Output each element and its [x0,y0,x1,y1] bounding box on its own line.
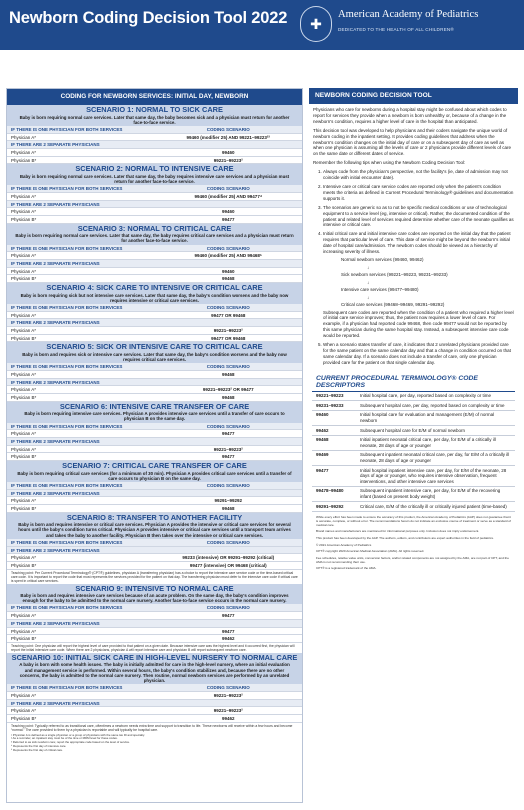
row-label: IF THERE ARE 2 SEPARATE PHYSICIANS [11,201,100,207]
sub-header-one [7,363,302,371]
sub-header-one [7,245,302,253]
table-row [7,497,302,505]
table-row [7,430,302,438]
cpt-code: 99221–99223 [316,393,344,399]
sub-header-two [7,260,302,268]
row-label: Physician A* [11,708,37,714]
care-level: Critical care services (99468–99469, 99291–99292) [341,301,445,307]
table-row [7,562,302,570]
cpt-code: 99291–99292 [316,503,344,509]
footnote-item: ² As a reminder, an inpatient stay must be of the time or MDM level for these codes. [11,736,118,741]
scenario-description: Baby is born requiring critical care services (for a minimum of 30 min). Physician A provides critical care services until a transfer of care occurs to physician B on the same day. [17,470,292,481]
cpt-list [309,392,518,512]
cpt-row [312,451,515,466]
tip-text: Initial critical care and initial intensive care codes are reported on the initial day that the patient requires that particular level of care. This date of service might be beyond the newborn's initial date of hospital care/admission. The newborn codes should be viewed as a hierarchy of increasing severity of illness. [323,231,511,255]
scenario-description: Baby is born and requires intensive or critical care services. Physician A provides the intensive or critical care services for several hours until the baby's condition turns critical. Physician A provides intensive or critical care services until a transport team arrives and takes the baby to another facility. Physician B then takes over the intensive or critical care services. [18,522,291,538]
table-row [7,692,302,700]
row-label: Physician B* [11,395,37,401]
tip-item: 2. Intensive care or critical care service codes are reported only when the patient's condition meets the criteria as defined in Current Procedural Terminology® guidelines and documentation supports it. [323,184,514,202]
row-label: Physician A* [11,209,37,215]
row-code: 99221–99223² [213,328,243,333]
row-code: 99233 (intensive) OR 99291–99292 (critical) [182,555,275,561]
tip-item [323,231,514,339]
row-code: 99221–99223² [213,446,243,452]
row-code [155,141,303,148]
info-text [309,104,518,366]
row-label: Physician A* [11,431,37,437]
row-code: CODING SCENARIO [206,364,250,370]
sub-header-one [7,539,302,547]
row-label: Physician A* [11,613,37,619]
row-code: 99468 [221,395,235,401]
sub-header-two [7,141,302,149]
table-row [7,628,302,636]
row-code [155,438,303,445]
row-code: 99221–99223² OR 99477 [202,387,254,393]
row-label: IF THERE IS ONE PHYSICIAN FOR BOTH SERVICES [11,304,123,310]
cpt-row [312,487,515,502]
row-label: Physician A* [11,134,37,140]
footnote-item: ⁵ Represents the first day of critical care. [11,747,63,752]
row-label: IF THERE IS ONE PHYSICIAN FOR BOTH SERVICES [11,482,123,488]
scenario-block [7,283,302,304]
row-code: 99221–99223² [213,708,243,714]
scenario-description: Baby is born requiring sick but not intensive care services. Later that same day, the baby's condition worsens and the baby now requires intensive or critical care services. [20,292,289,303]
row-code [155,700,303,707]
intro-paragraph: This decision tool was developed to help physicians and their coders navigate the unique world of newborn coding in the inpatient setting. It provides coding guidelines that address when the newborn's condition changes on the initial day of care or on a subsequent day of care as well as when one physician is assuming all the levels of care or 2 physicians provide different levels of care on the same date or different dates of service. [313,127,512,157]
table-row [7,216,302,224]
row-label: IF THERE IS ONE PHYSICIAN FOR BOTH SERVICES [11,423,123,429]
row-label: Physician A* [11,253,37,259]
row-code: 99477 [221,628,235,634]
table-row [7,134,302,142]
scenario-block [7,584,302,605]
row-label: Physician A* [11,628,37,634]
table-row [7,453,302,461]
row-code: 99477 [221,431,235,437]
scenario-block [7,105,302,126]
disclaimer-paragraph: While every effort has been made to ensure the accuracy of this product, the American Academy of Pediatrics (AAP) does not guarantee that it is accurate, complete, or without error. The recommendations herein do not indicate an exclusive course of treatment or serve as a standard of medical care. [316,514,511,527]
scenario-list [7,105,302,733]
cpt-row [312,392,515,402]
row-label: IF THERE ARE 2 SEPARATE PHYSICIANS [11,547,100,553]
cpt-row [312,436,515,451]
cpt-code: 99231–99233 [316,402,344,408]
row-code [155,547,303,554]
row-code: 99221–99223² [213,157,243,163]
scenario-title: SCENARIO 5: SICK OR INTENSIVE CARE TO CRITICAL CARE [46,342,263,352]
row-label: Physician B* [11,562,37,568]
scenario-title: SCENARIO 3: NORMAL TO CRITICAL CARE [77,223,232,233]
row-label: IF THERE ARE 2 SEPARATE PHYSICIANS [11,379,100,385]
disclaimer-paragraph: © 2021 American Academy of Pediatrics [316,542,372,547]
row-label: IF THERE IS ONE PHYSICIAN FOR BOTH SERVICES [11,685,123,691]
sub-header-two [7,319,302,327]
row-code: 99477 [221,454,235,460]
down-arrow-icon: ↓ [367,279,370,285]
care-level: Normal newborn services (99460, 99462) [341,256,424,262]
row-label: IF THERE IS ONE PHYSICIAN FOR BOTH SERVICES [11,126,123,132]
cpt-descriptor: Critical care, E/M of the critically ill or critically injured patient (time-based) [360,503,507,509]
row-label: Physician A* [11,692,37,698]
row-code [155,490,303,497]
row-code: 99477 [221,613,235,619]
row-code [155,379,303,386]
cpt-row [312,411,515,426]
table-row [7,268,302,276]
scenario-description: Baby is born requiring normal care services. Later that same day, the baby requires critical care services and a physician must return for another face-to-face service. [15,233,294,244]
scenario-block [7,653,302,684]
sub-header-two [7,490,302,498]
scenario-title: SCENARIO 1: NORMAL TO SICK CARE [86,105,223,114]
sub-header-one [7,604,302,612]
sub-header-one [7,684,302,692]
row-code: 99460 [221,209,235,215]
scenario-title: SCENARIO 9: INTENSIVE TO NORMAL CARE [75,583,234,593]
table-row [7,446,302,454]
tip-text: Subsequent care codes are reported when the condition of a patient who required a higher level of initial care service improves; thus, the patient now requires a lower level of care. For example, if a physician had reported code 99468, then code 99477 would not be reported by this same physician during the same hospital stay. Instead, a subsequent intensive care code would be reported. [323,309,514,339]
row-code: 99460 (modifier 25) AND 99468⁵ [194,253,262,259]
scenario-title: SCENARIO 7: CRITICAL CARE TRANSFER OF CARE [62,461,247,471]
footnote-item: ⁴ Represents the first day of intensive care. [11,744,67,749]
scenario-description: Baby is born and requires sick or intensive care services. Later that same day, the baby's condition worsens and the baby now requires critical care services. [22,351,287,363]
row-code: 99477 [221,217,235,222]
teaching-point: Teaching point: Typically referred to as transitional care, oftentimes a newborn needs extra time and support to transition to life. These newborns will receive within a few hours and become “normal.” The care provided to them by a physician is reportable and will typically be hospital care. [11,723,293,732]
disclaimer-paragraph: This product has been developed by the AAP. The authors, editors, and contributors are expert authorities in the field of pediatrics. [316,536,494,540]
sub-header-two [7,547,302,555]
row-code: 99477 (intensive) OR 99468 (critical) [189,562,267,568]
intro-paragraph: Physicians who care for newborns during a hospital stay might be confused about which codes to report for services they provide when a newborn is born unhealthy or, because of a change in the newborn's condition, requires a higher level of care in the hospital than anticipated. [313,107,507,124]
row-label: Physician B* [11,157,37,163]
row-label: Physician A* [11,555,37,561]
row-code: 99477 OR 99468 [211,335,246,341]
footnote-item: ¹ Physician A is defined as a single physician or a group of physicians with the same tax ID and specialty. [11,732,145,737]
row-label: IF THERE ARE 2 SEPARATE PHYSICIANS [11,142,100,148]
row-label: IF THERE ARE 2 SEPARATE PHYSICIANS [11,260,100,266]
row-label: IF THERE ARE 2 SEPARATE PHYSICIANS [11,620,100,626]
row-code: 99462 [221,636,235,642]
down-arrow-icon: ↓ [367,264,370,270]
row-label: Physician B* [11,276,37,282]
footnote-item: ³ Referred to as sick newborn care; report the appropriate code based on the level of service. [11,740,130,745]
header-banner [0,0,524,50]
sub-header-one [7,185,302,193]
row-code: CODING SCENARIO [206,245,250,251]
tip-item: 1. Always code from the physician's perspective, not the facility's (ie, date of admission may not coincide with initial encounter date). [323,169,514,181]
scenario-table [6,88,303,803]
scenario-description: Baby is born requiring normal care services. Later that same day, the baby becomes sick and a physician must return for another face-to-face service. [19,114,290,125]
table-row [7,554,302,562]
disclaimer-paragraph: Fee schedules, relative value units, conversion factors, and/or related components are not assigned by the AMA, are not part of CPT, and the AMA is not recommending their use. [316,555,509,564]
footnotes [7,733,302,754]
row-code: CODING SCENARIO [206,126,250,132]
scenario-title: SCENARIO 4: SICK CARE TO INTENSIVE OR CRITICAL CARE [46,283,263,293]
tips-list [313,169,514,366]
table-row [7,327,302,335]
info-heading: NEWBORN CODING DECISION TOOL [309,88,518,104]
row-label: Physician A* [11,312,37,318]
cpt-code: 99477 [316,467,329,473]
teaching-point: Teaching point: Per Current Procedural Terminology® (CPT®) guidelines, physician A (transferring physician) has a choice to report the intensive care service code or the time-based critical care code. It is important to report the code that most represents the services provided for the patient on that day. The transferring physician must defer to the intensive care code if critical care is spent in critical care services. [11,570,298,583]
row-label: Physician A* [11,328,37,333]
row-label: Physician A* [11,387,37,393]
row-label: Physician B* [11,506,37,512]
row-code: 99477 OR 99468 [211,312,246,318]
cpt-descriptor: Initial inpatient neonatal critical care, per day, for E/M of a critically ill neonate, 28 days of age or younger [360,437,496,448]
table-row [7,208,302,216]
cpt-row [312,466,515,487]
cpt-descriptor: Initial hospital care, per day, reported based on complexity or time [360,393,491,399]
row-code: CODING SCENARIO [206,186,250,192]
row-code: 99462 [221,715,235,721]
table-row [7,252,302,260]
row-code: CODING SCENARIO [206,423,250,429]
sub-header-two [7,700,302,708]
row-code: 99291–99292 [214,498,243,504]
table-row [7,371,302,379]
table-row [7,275,302,283]
row-label: IF THERE IS ONE PHYSICIAN FOR BOTH SERVICES [11,539,123,545]
scenario-block [7,513,302,539]
row-label: IF THERE ARE 2 SEPARATE PHYSICIANS [11,439,100,444]
scenario-block [7,402,302,423]
cpt-heading: CURRENT PROCEDURAL TERMINOLOGY® CODE DESCRIPTORS [312,369,515,392]
scenario-title: SCENARIO 8: TRANSFER TO ANOTHER FACILITY [66,512,243,522]
table-row [7,715,302,723]
row-label: IF THERE IS ONE PHYSICIAN FOR BOTH SERVICES [11,364,123,370]
scenario-block [7,164,302,185]
disclaimer-paragraph: CPT® copyright 2020 American Medical Association (AMA). All rights reserved. [316,549,425,554]
scenario-description: A baby is born with some health issues. The baby is initially admitted for care in the high-level nursery, where an initial evaluation and management service is performed. Within several hours, the baby's condition stabilizes and, because there are no other concerns, the baby is admitted to the normal care nursery. Then routine, normal newborn services are performed by an unrelated physician. [19,662,290,684]
row-code: 99468 [221,276,235,282]
table-row [7,193,302,201]
row-code [155,620,303,627]
row-label: IF THERE ARE 2 SEPARATE PHYSICIANS [11,490,100,496]
row-code: 99221–99223² [213,692,243,698]
sub-header-two [7,201,302,209]
cpt-code: 99468 [316,437,329,443]
row-label: Physician B* [11,335,37,341]
scenario-title: SCENARIO 10: INITIAL SICK CARE IN HIGH-LEVEL NURSERY TO NORMAL CARE [11,652,298,662]
table-row [7,505,302,513]
row-code: CODING SCENARIO [206,605,250,611]
row-label: Physician A* [11,498,37,504]
row-label: Physician B* [11,454,37,460]
table-row [7,635,302,643]
row-code [155,201,303,208]
disclaimer-paragraph: CPT® is a registered trademark of the AMA. [316,566,377,571]
cpt-descriptor: Subsequent hospital care, per day, reported based on complexity or time [360,402,505,408]
intro-paragraph: Remember the following tips when using the Newborn Coding Decision Tool: [313,160,466,166]
row-label: Physician B* [11,217,37,222]
disclaimer [309,512,518,571]
cpt-code: 99478–99480 [316,488,344,494]
row-code: CODING SCENARIO [206,685,250,691]
row-label: Physician B* [11,715,37,721]
cpt-code: 99462 [316,427,329,433]
scenario-block [7,461,302,482]
disclaimer-paragraph: Brand names and manufacturers are mentioned for informational purposes only. Inclusion does not imply endorsement. [316,529,480,534]
cpt-descriptor: Subsequent inpatient intensive care, per day, for E/M of the recovering infant (based on present body weight) [360,488,501,499]
row-label: Physician A* [11,268,37,274]
cpt-descriptor: Subsequent inpatient neonatal critical care, per day, for E/M of a critically ill neonate, 28 days of age or younger [360,452,510,463]
table-row [7,612,302,620]
cpt-descriptor: Initial hospital care for evaluation and management (E/M) of normal newborn [360,412,495,423]
row-code: CODING SCENARIO [206,482,250,488]
scenario-block [7,224,302,245]
org-tagline: DEDICATED TO THE HEALTH OF ALL CHILDREN® [338,27,454,32]
sub-header-one [7,304,302,312]
scenario-block [7,342,302,363]
row-code [155,260,303,267]
row-code: 99468 [221,371,235,377]
row-code: CODING SCENARIO [206,539,250,545]
row-code: 99460 (modifier 25) AND 99477⁴ [194,193,263,199]
cpt-row [312,426,515,436]
row-label: Physician A* [11,193,37,199]
row-code: 99460 (modifier 25) AND 99221–99223²³ [186,134,270,140]
org-name: American Academy of Pediatrics [338,9,479,20]
row-code: CODING SCENARIO [206,304,250,310]
sub-header-one [7,423,302,431]
cpt-row [312,502,515,512]
sub-header-two [7,379,302,387]
down-arrow-icon: ↓ [367,294,370,300]
scenario-table-heading: CODING FOR NEWBORN SERVICES: INITIAL DAY, NEWBORN [7,89,302,105]
cpt-descriptor: Subsequent hospital care for E/M of normal newborn [360,427,466,433]
teaching-point: Teaching point: One physician will report the highest level of care provided to that patient on a given date. Because intensive care was the highest level and it occurred first, the physician will report the initial intensive care code. When there are 2 physicians, physician A will report intensive care and physician B will report subsequent newborn care. [11,643,295,652]
table-row [7,394,302,402]
aap-seal-icon: ✚ [300,6,332,42]
scenario-description: Baby is born requiring normal care services. Later that same day, the baby requires intensive care services and a physician must return for another face-to-face service. [19,173,290,185]
row-label: IF THERE IS ONE PHYSICIAN FOR BOTH SERVICES [11,245,123,251]
table-row [7,149,302,157]
row-label: Physician B* [11,636,37,642]
table-row [7,312,302,320]
row-label: IF THERE ARE 2 SEPARATE PHYSICIANS [11,320,100,326]
tip-item: 3. The scenarios are generic so as to not be specific medical conditions or use of technological equipment to a service level (eg, intensive or critical). Rather, the documented condition of the patient and related level of services required determine whether care of the neonate qualifies as intensive or critical care. [323,205,514,229]
row-label: IF THERE ARE 2 SEPARATE PHYSICIANS [11,700,100,706]
row-code: 99468 [221,506,235,512]
row-label: IF THERE IS ONE PHYSICIAN FOR BOTH SERVICES [11,605,123,611]
scenario-title: SCENARIO 2: NORMAL TO INTENSIVE CARE [75,164,234,174]
row-code: 99460 [221,149,235,155]
info-panel [309,88,518,573]
cpt-code: 99460 [316,412,329,418]
cpt-code: 99469 [316,452,329,458]
row-code [155,319,303,326]
care-level: Sick newborn services (99221–99223, 99231–99233) [341,271,448,277]
table-row [7,335,302,343]
sub-header-one [7,482,302,490]
sub-header-two [7,438,302,446]
care-level: Intensive care services (99477–99480) [341,286,419,292]
page-title: Newborn Coding Decision Tool 2022 [9,9,288,27]
table-row [7,386,302,394]
scenario-description: Baby is born and requires intensive care services because of an acute problem. On the same day, the baby's condition improves enough for the baby to be admitted to the normal care nursery. Another face-to-face service occurs in the normal care nursery. [20,593,289,604]
row-label: IF THERE IS ONE PHYSICIAN FOR BOTH SERVICES [11,186,123,192]
cpt-descriptor: Initial hospital inpatient intensive care, per day, for E/M of the neonate, 28 days of age or younger, who requires intensive observation, frequent interventions, and other intensive care services [360,467,507,484]
row-label: Physician A* [11,149,37,155]
scenario-description: Baby is born requiring intensive care services. Physician A provides intensive care services until a transfer of care occurs to physician B on the same day. [24,411,285,422]
table-row [7,707,302,715]
tip-item: 5. When a scenario states transfer of care, it indicates that 2 unrelated physicians provided care for the same patient on the same calendar day and that a change in condition occurred on that same calendar day. If a scenario does not include a transfer of care, only one physician provided care for the patient on that single calendar day. [323,342,514,366]
row-label: Physician A* [11,446,37,452]
row-label: Physician A* [11,371,37,377]
scenario-title: SCENARIO 6: INTENSIVE CARE TRANSFER OF CARE [59,401,250,411]
sub-header-two [7,620,302,628]
sub-header-one [7,126,302,134]
table-row [7,157,302,165]
row-code: 99460 [221,268,235,274]
cpt-row [312,401,515,411]
